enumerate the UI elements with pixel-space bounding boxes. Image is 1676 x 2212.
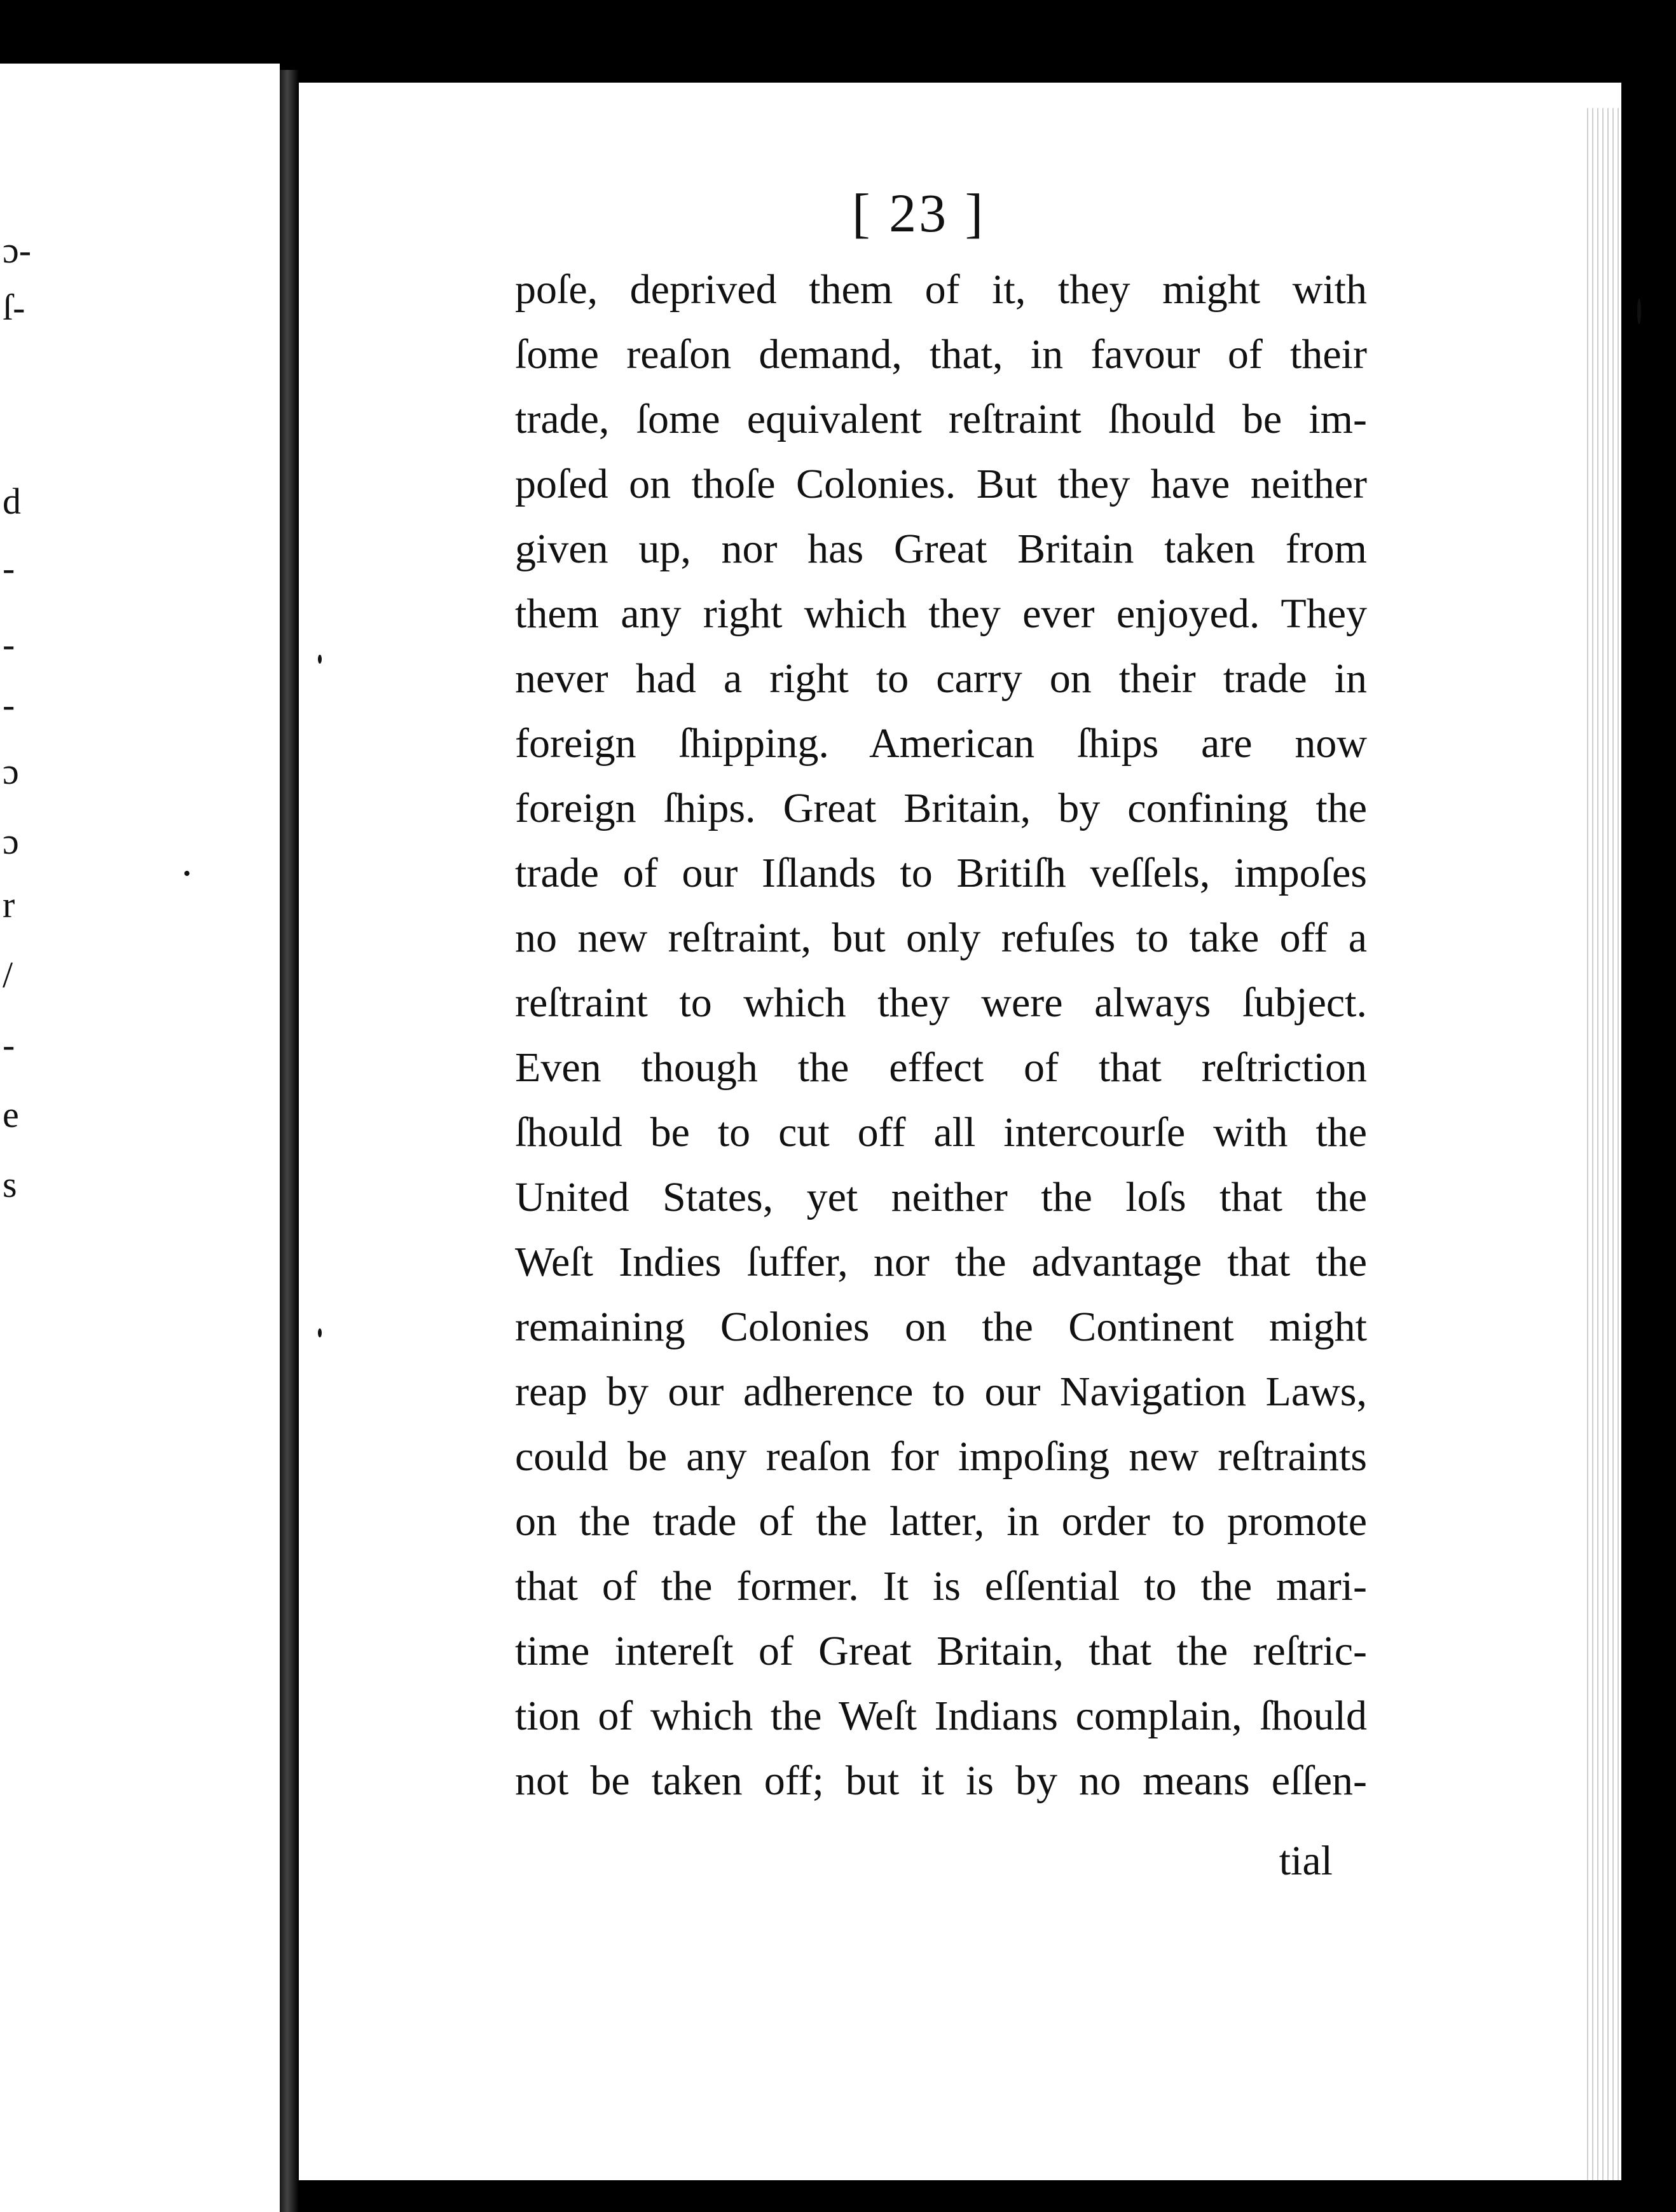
text-line: on the trade of the latter, in order to promote [515, 1498, 1367, 1545]
page-edge [1583, 108, 1621, 2180]
text-line: remaining Colonies on the Continent might [515, 1304, 1367, 1350]
margin-mark: d [3, 481, 21, 522]
text-line: foreign ſhips. Great Britain, by confining the [515, 785, 1367, 831]
left-page [0, 64, 280, 2212]
text-line: United States, yet neither the loſs that the [515, 1174, 1367, 1220]
text-line: no new reſtraint, but only refuſes to take off a [515, 915, 1367, 961]
text-line: time intereſt of Great Britain, that the reſtric- [515, 1628, 1367, 1674]
text-line: trade, ſome equivalent reſtraint ſhould be im- [515, 396, 1367, 442]
margin-mark: - [3, 1024, 15, 1065]
text-line: ſhould be to cut off all intercourſe with the [515, 1109, 1367, 1156]
text-line: never had a right to carry on their trade in [515, 655, 1367, 702]
ink-speck [318, 655, 322, 664]
text-line: poſed on thoſe Colonies. But they have neither [515, 461, 1367, 507]
text-line: not be taken off; but it is by no means eſſen- [515, 1758, 1367, 1804]
ink-speck [184, 871, 189, 876]
text-line: reſtraint to which they were always ſubject. [515, 980, 1367, 1026]
margin-mark: s [3, 1164, 17, 1205]
margin-mark: ɔ [3, 821, 19, 862]
text-line: tion of which the Weſt Indians complain, ſhould [515, 1693, 1367, 1739]
text-line: them any right which they ever enjoyed. They [515, 591, 1367, 637]
text-line: poſe, deprived them of it, they might with [515, 266, 1367, 313]
margin-mark: r [3, 884, 15, 925]
margin-mark: ɔ [3, 751, 19, 792]
margin-mark: e [3, 1094, 19, 1135]
text-line: given up, nor has Great Britain taken from [515, 526, 1367, 572]
margin-mark: - [3, 684, 15, 725]
body-text [515, 257, 1367, 1813]
margin-mark: - [3, 547, 15, 589]
text-line: that of the former. It is eſſential to the mari- [515, 1563, 1367, 1609]
margin-mark: / [3, 954, 13, 995]
catchword: tial [1279, 1838, 1333, 1884]
book-gutter [280, 70, 299, 2212]
ink-speck [1637, 299, 1641, 324]
text-line: could be any reaſon for impoſing new reſtraints [515, 1433, 1367, 1480]
text-line: reap by our adherence to our Navigation Laws, [515, 1369, 1367, 1415]
text-line: Weſt Indies ſuffer, nor the advantage that the [515, 1239, 1367, 1285]
margin-mark: - [3, 624, 15, 665]
left-page-margin-marks [0, 64, 38, 2212]
margin-mark: ſ- [3, 287, 25, 328]
page-number: [ 23 ] [852, 182, 986, 243]
text-line: ſome reaſon demand, that, in favour of their [515, 331, 1367, 378]
margin-mark: ɔ- [3, 229, 32, 271]
text-line: foreign ſhipping. American ſhips are now [515, 720, 1367, 767]
text-line: Even though the effect of that reſtriction [515, 1044, 1367, 1091]
ink-speck [318, 1328, 322, 1337]
text-line: trade of our Iſlands to Britiſh veſſels, impoſes [515, 850, 1367, 896]
